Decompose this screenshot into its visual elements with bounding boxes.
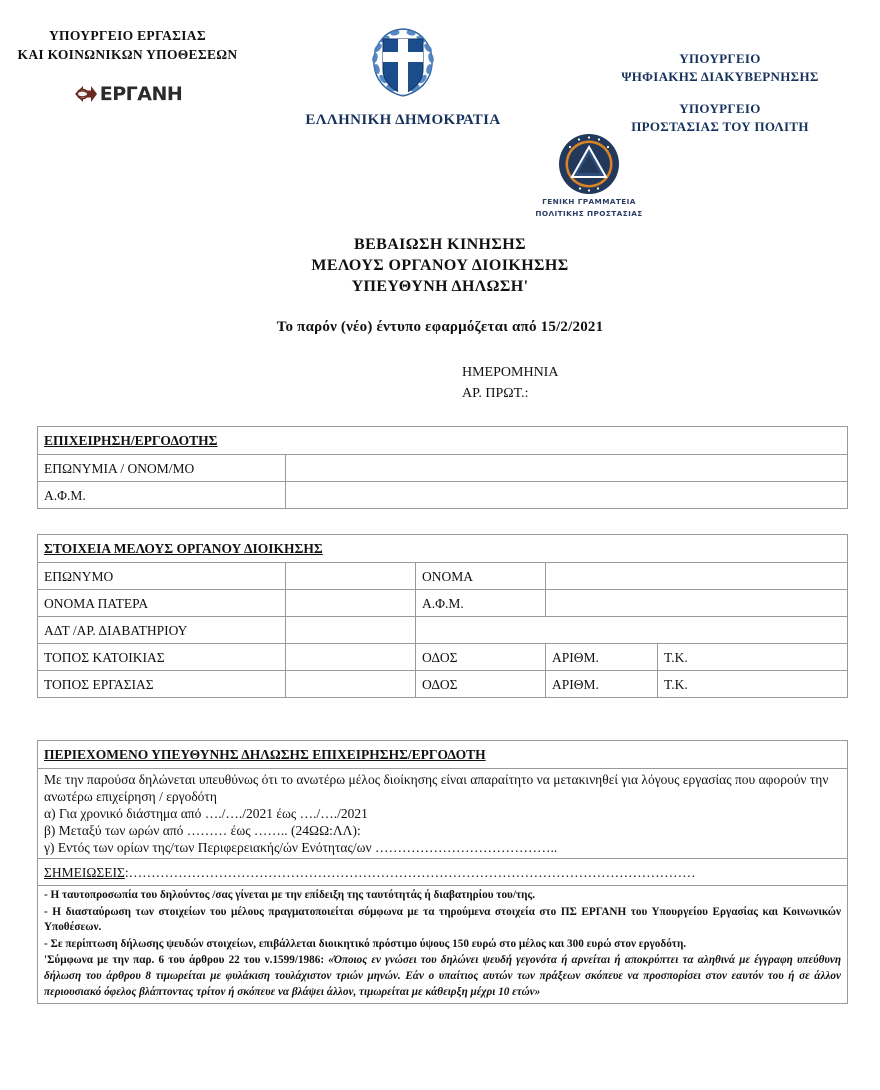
member-fathername-field[interactable]	[286, 590, 416, 617]
declaration-item-b: β) Μεταξύ των ωρών από ……… έως …….. (24ΩΩ:ΛΛ):	[44, 823, 361, 838]
member-workplace-postcode-label: Τ.Κ.	[658, 671, 848, 698]
table-row	[38, 859, 848, 886]
member-vat-label: Α.Φ.Μ.	[416, 590, 546, 617]
notes-label: ΣΗΜΕΙΩΣΕΙΣ	[44, 864, 125, 880]
civil-protection-caption-line-1: ΓΕΝΙΚΗ ΓΡΑΜΜΑΤΕΙΑ	[542, 197, 636, 206]
header-right-ministry-block	[560, 50, 880, 136]
table-row	[38, 769, 848, 859]
member-section-title: ΣΤΟΙΧΕΙΑ ΜΕΛΟΥΣ ΟΡΓΑΝΟΥ ΔΙΟΙΚΗΣΗΣ	[38, 535, 848, 563]
table-row	[38, 886, 848, 1004]
form-effective-date-note: Το παρόν (νέο) έντυπο εφαρμόζεται από 15/2/2021	[276, 319, 604, 335]
header-left-ministry-block	[0, 26, 255, 111]
notes-header	[38, 859, 848, 886]
civil-protection-block	[509, 133, 669, 218]
member-workplace-field[interactable]	[286, 671, 416, 698]
document-meta-block	[0, 362, 880, 404]
table-row	[38, 482, 848, 509]
page-title-line-2: ΜΕΛΟΥΣ ΟΡΓΑΝΟΥ ΔΙΟΙΚΗΣΗΣ	[311, 257, 569, 274]
member-id-passport-field[interactable]	[286, 617, 416, 644]
declaration-intro: Με την παρούσα δηλώνεται υπευθύνως ότι το ανωτέρω μέλος διοίκησης είναι απαραίτητο να μετακινηθεί για λόγους εργασίας που αφορούν την ανωτέρω επιχείρηση / εργοδότη	[44, 772, 829, 804]
member-residence-label: ΤΟΠΟΣ ΚΑΤΟΙΚΙΑΣ	[38, 644, 286, 671]
hellenic-republic-emblem-icon	[366, 22, 440, 106]
member-id-passport-field-extra[interactable]	[416, 617, 848, 644]
member-workplace-label: ΤΟΠΟΣ ΕΡΓΑΣΙΑΣ	[38, 671, 286, 698]
member-vat-field[interactable]	[546, 590, 848, 617]
declaration-item-a: α) Για χρονικό διάστημα από …./…./2021 έως …./…./2021	[44, 806, 368, 821]
header-center-emblem-block	[263, 22, 543, 129]
member-workplace-number-label: ΑΡΙΘΜ.	[546, 671, 658, 698]
employer-section-title: ΕΠΙΧΕΙΡΗΣΗ/ΕΡΓΟΔΟΤΗΣ	[38, 427, 848, 455]
table-row	[38, 427, 848, 455]
member-workplace-street-label: ΟΔΟΣ	[416, 671, 546, 698]
ergani-logo	[73, 82, 183, 106]
ministry-digital-line-2: ΨΗΦΙΑΚΗΣ ΔΙΑΚΥΒΕΡΝΗΣΗΣ	[621, 69, 819, 84]
notes-dotted-line: :………………………………………………………………………………………………………………	[124, 864, 696, 880]
employer-vat-field[interactable]	[286, 482, 848, 509]
member-firstname-field[interactable]	[546, 563, 848, 590]
header-spacer	[560, 86, 880, 100]
member-firstname-label: ΟΝΟΜΑ	[416, 563, 546, 590]
member-fathername-label: ΟΝΟΜΑ ΠΑΤΕΡΑ	[38, 590, 286, 617]
table-row	[38, 617, 848, 644]
table-row	[38, 644, 848, 671]
declaration-item-c: γ) Εντός των ορίων της/των Περιφερειακής/ών Ενότητας/ων …………………………………..	[44, 840, 558, 855]
employer-name-label: ΕΠΩΝΥΜΙΑ / ΟΝΟΜ/ΜΟ	[38, 455, 286, 482]
note-legal-reference	[44, 953, 841, 1000]
page-title-line-1: ΒΕΒΑΙΩΣΗ ΚΙΝΗΣΗΣ	[354, 236, 526, 253]
member-residence-postcode-label: Τ.Κ.	[658, 644, 848, 671]
note-item-2: - Η διασταύρωση των στοιχείων του μέλους πραγματοποιείται σύμφωνα με τα τηρούμενα στοιχεία στο ΠΣ ΕΡΓΑΝΗ του Υπουργείου Εργασίας και Κοινωνικών Υποθέσεων.	[44, 905, 841, 934]
member-surname-label: ΕΠΩΝΥΜΟ	[38, 563, 286, 590]
table-row	[38, 671, 848, 698]
employer-table	[37, 426, 848, 509]
member-residence-field[interactable]	[286, 644, 416, 671]
notes-body	[38, 886, 848, 1004]
protocol-number-label: ΑΡ. ΠΡΩΤ.:	[462, 386, 529, 401]
employer-name-field[interactable]	[286, 455, 848, 482]
table-row	[38, 535, 848, 563]
civil-protection-icon	[558, 133, 620, 195]
civil-protection-caption-line-2: ΠΟΛΙΤΙΚΗΣ ΠΡΟΣΤΑΣΙΑΣ	[535, 208, 643, 218]
ministry-labour-line-2: ΚΑΙ ΚΟΙΝΩΝΙΚΩΝ ΥΠΟΘΕΣΕΩΝ	[17, 47, 238, 62]
note-item-3: - Σε περίπτωση δήλωσης ψευδών στοιχείων, επιβάλλεται διοικητικό πρόστιμο ύψους 150 ευρώ στο μέλος και 300 ευρώ στον εργοδότη.	[44, 937, 687, 950]
hellenic-republic-label: ΕΛΛΗΝΙΚΗ ΔΗΜΟΚΡΑΤΙΑ	[305, 112, 501, 128]
note-item-1: - Η ταυτοπροσωπία του δηλούντος /σας γίνεται με την επίδειξη της ταυτότητάς ή διαβατηρίου του/της.	[44, 889, 535, 901]
employer-vat-label: Α.Φ.Μ.	[38, 482, 286, 509]
table-row	[38, 590, 848, 617]
ergani-wordmark: ΕΡΓΑΝΗ	[99, 83, 183, 105]
ministry-citizen-protection-line-2: ΠΡΟΣΤΑΣΙΑΣ ΤΟΥ ΠΟΛΙΤΗ	[631, 119, 809, 134]
member-id-passport-label: ΑΔΤ /ΑΡ. ΔΙΑΒΑΤΗΡΙΟΥ	[38, 617, 286, 644]
document-title-block	[0, 234, 880, 297]
table-row	[38, 455, 848, 482]
declaration-body	[38, 769, 848, 859]
member-surname-field[interactable]	[286, 563, 416, 590]
declaration-section-title: ΠΕΡΙΕΧΟΜΕΝΟ ΥΠΕΥΘΥΝΗΣ ΔΗΛΩΣΗΣ ΕΠΙΧΕΙΡΗΣΗΣ/ΕΡΓΟΔΟΤΗ	[38, 741, 848, 769]
table-row	[38, 563, 848, 590]
legal-reference-quote: «Όποιος εν γνώσει του δηλώνει ψευδή γεγονότα ή αρνείται ή αποκρύπτει τα αληθινά με έγγραφη υπεύθυνη δήλωση του άρθρου 8 τιμωρείται με φυλάκιση τουλάχιστον τριών μηνών. Εάν ο υπαίτιος αυτών των πράξεων σκόπευε να προσπορίσει στον εαυτόν του ή σε άλλον περιουσιακό όφελος βλάπτοντας τρίτον ή σκόπευε να βλάψει άλλον, τιμωρείται με κάθειρξη μέχρι 10 ετών»	[44, 954, 841, 998]
ergani-loom-icon	[73, 82, 99, 106]
ministry-digital-line-1: ΥΠΟΥΡΓΕΙΟ	[679, 51, 761, 66]
date-label: ΗΜΕΡΟΜΗΝΙΑ	[462, 365, 559, 380]
member-residence-number-label: ΑΡΙΘΜ.	[546, 644, 658, 671]
member-details-table	[37, 534, 848, 698]
ministry-citizen-protection-line-1: ΥΠΟΥΡΓΕΙΟ	[679, 101, 761, 116]
document-header	[0, 0, 880, 218]
ministry-labour-line-1: ΥΠΟΥΡΓΕΙΟ ΕΡΓΑΣΙΑΣ	[49, 28, 206, 43]
page-title-line-3: ΥΠΕΥΘΥΝΗ ΔΗΛΩΣΗ'	[351, 278, 529, 295]
legal-reference-prefix: 'Σύμφωνα με την παρ. 6 του άρθρου 22 του ν.1599/1986:	[44, 954, 329, 967]
table-row	[38, 741, 848, 769]
declaration-table	[37, 740, 848, 1004]
member-residence-street-label: ΟΔΟΣ	[416, 644, 546, 671]
